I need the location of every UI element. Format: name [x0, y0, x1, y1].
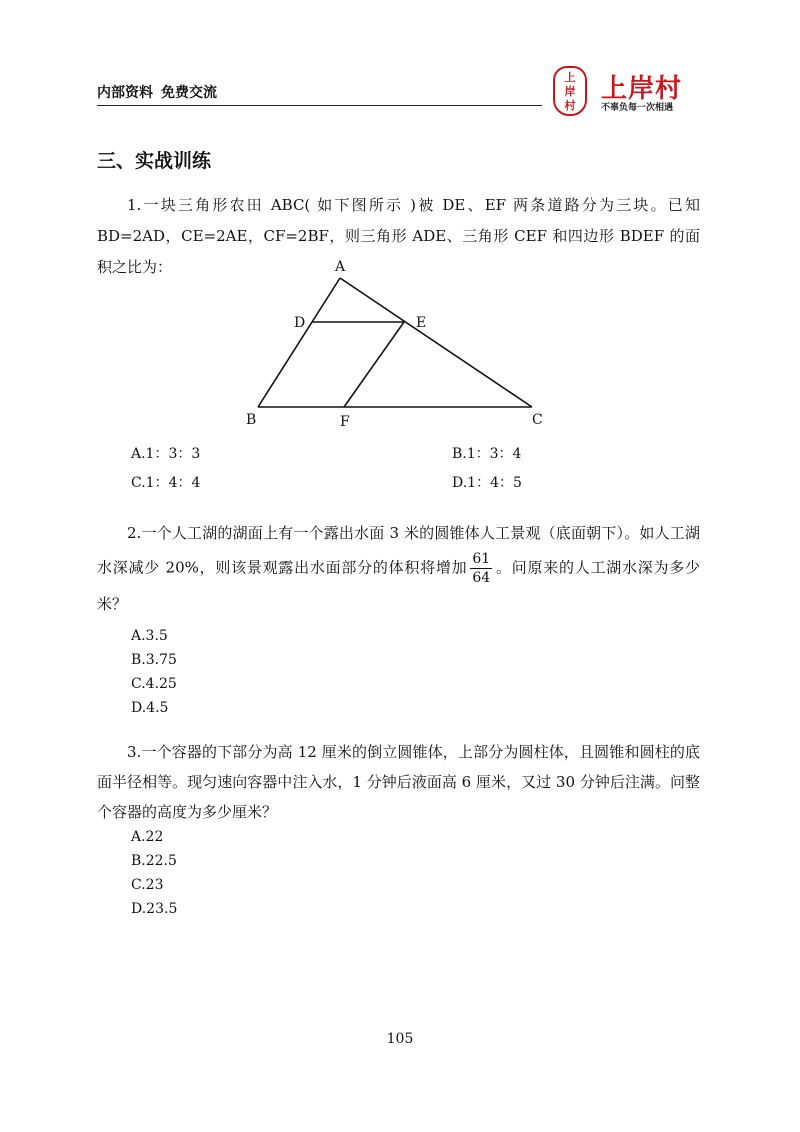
q3-option-a: A.22 [131, 829, 164, 845]
label-a: A [335, 259, 346, 275]
seal-char: 岸 [564, 85, 576, 98]
fraction-denominator: 64 [472, 570, 491, 586]
section-title: 三、实战训练 [97, 150, 212, 172]
header-label-free: 免费交流 [161, 85, 217, 101]
q1-option-a: A.1：3：3 [131, 446, 201, 462]
question-2-stem [97, 516, 700, 621]
label-c: C [532, 412, 543, 428]
logo-seal-icon [553, 66, 587, 116]
page-number: 105 [386, 1031, 414, 1047]
label-d: D [294, 315, 306, 331]
q2-fraction [470, 550, 492, 587]
label-e: E [416, 315, 427, 331]
logo-name: 上岸村 [601, 74, 683, 104]
logo-slogan: 不辜负每一次相遇 [601, 103, 674, 113]
label-f: F [340, 414, 350, 430]
q3-option-b: B.22.5 [131, 853, 177, 869]
fraction-numerator: 61 [472, 551, 491, 567]
q2-stem-before: 2.一个人工湖的湖面上有一个露出水面 3 米的圆锥体人工景观（底面朝下）。如人工湖水深减少 20%，则该景观露出水面部分的体积将增加 [97, 524, 700, 577]
triangle-figure [240, 252, 560, 432]
q3-option-c: C.23 [131, 877, 164, 893]
q2-option-c: C.4.25 [131, 676, 177, 692]
q1-option-b: B.1：3：4 [452, 446, 522, 462]
q2-option-b: B.3.75 [131, 652, 177, 668]
header-label-internal: 内部资料 [97, 85, 153, 101]
segment-ef [344, 322, 404, 407]
brand-logo [553, 66, 703, 116]
q3-option-d: D.23.5 [131, 901, 178, 917]
segment-ab [258, 278, 340, 407]
label-b: B [246, 412, 257, 428]
q1-option-c: C.1：4：4 [131, 475, 201, 491]
q1-option-d: D.1：4：5 [452, 475, 522, 491]
q2-stem-after: 。问原来的人工湖水深为多少米？ [97, 558, 700, 613]
segment-ac [340, 278, 532, 407]
q2-option-d: D.4.5 [131, 700, 169, 716]
q2-option-a: A.3.5 [131, 628, 168, 644]
question-1-stem: 1.一块三角形农田 ABC( 如下图所示 )被 DE、EF 两条道路分为三块。已知 BD=2AD，CE=2AE，CF=2BF，则三角形 ADE、三角形 CEF 和四边形 BDEF 的面积之比为： [97, 196, 700, 276]
question-3-stem: 3.一个容器的下部分为高 12 厘米的倒立圆锥体，上部分为圆柱体，且圆锥和圆柱的底面半径相等。现匀速向容器中注入水，1 分钟后液面高 6 厘米，又过 30 分钟后注满。问整个容器的高度为多少厘米？ [97, 743, 700, 821]
seal-char: 上 [564, 71, 576, 84]
seal-char: 村 [564, 99, 576, 112]
page-header [97, 82, 542, 106]
